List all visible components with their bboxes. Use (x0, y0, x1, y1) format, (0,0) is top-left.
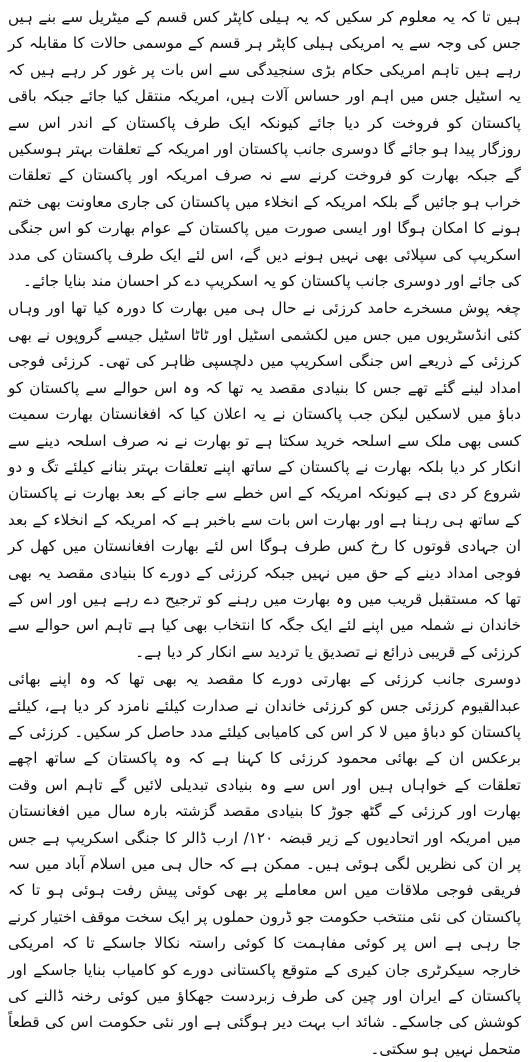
article-paragraph-2: چغہ پوش مسخرے حامد کرزئی نے حال ہی میں بھارت کا دورہ کیا تھا اور وہاں کئی انڈسٹریوں میں جس میں لکشمی اسٹیل اور ٹاٹا اسٹیل جیسے گروپوں نے بھی کرزئی کے ذریعے اس جنگی اسکریپ میں دلچسپی ظاہر کی تھی۔ کرزئی فوجی امداد لینے گئے تھے جس کا بنیادی مقصد یہ تھا کہ وہ اس حوالے سے پاکستان کو دباؤ میں لاسکیں لیکن جب پاکستان نے یہ اعلان کیا کہ افغانستان بھارت سمیت کسی بھی ملک سے اسلحہ خرید سکتا ہے تو بھارت نے نہ صرف اسلحہ دینے سے انکار کر دیا بلکہ بھارت نے پاکستان کے ساتھ اپنے تعلقات بہتر بنانے کیلئے تگ و دو شروع کر دی ہے کیونکہ امریکہ کے اس خطے سے جانے کے بعد بھارت نے پاکستان کے ساتھ ہی رہنا ہے اور بھارت اس بات سے باخبر ہے کہ امریکہ کے انخلاء کے بعد ان جہادی قوتوں کا رخ کس طرف ہوگا اس لئے بھارت افغانستان میں کھل کر فوجی امداد دینے کے حق میں نہیں جبکہ کرزئی کے دورے کا بنیادی مقصد یہ بھی تھا کہ مستقبل قریب میں وہ بھارت میں رہنے کو ترجیح دے رہے ہیں اور اس کے خاندان نے شملہ میں اپنے لئے ایک جگہ کا انتخاب بھی کیا ہے تاہم اس حوالے سے کرزئی کے قریبی ذرائع نے تصدیق یا تردید سے انکار کر دیا ہے۔ (8, 299, 521, 661)
article-paragraph-3: دوسری جانب کرزئی کے بھارتی دورے کا مقصد یہ بھی تھا کہ وہ اپنے بھائی عبدالقیوم کرزئی جس کو کرزئی خاندان نے صدارت کیلئے نامزد کر دیا ہے، کیلئے پاکستان کو دباؤ میں لا کر اس کی کامیابی کیلئے مدد حاصل کر سکیں۔ کرزئی کے برعکس ان کے بھائی محمود کرزئی کا کہنا ہے کہ وہ پاکستان کے ساتھ اچھے تعلقات کے خواہاں ہیں اور اس سے وہ بنیادی تبدیلی لائیں گے تاہم اس وقت بھارت اور کرزئی کے گٹھ جوڑ کا بنیادی مقصد گزشتہ بارہ سال میں افغانستان میں امریکہ اور اتحادیوں کے زیر قبضہ ۱۲۰/ ارب ڈالر کا جنگی اسکریپ ہے جس پر ان کی نظریں لگی ہوئی ہیں۔ ممکن ہے کہ حال ہی میں اسلام آباد میں سہ فریقی فوجی ملاقات میں اس معاملے پر بھی کوئی پیش رفت ہوئی ہو تا کہ پاکستان کی نئی منتخب حکومت جو ڈرون حملوں پر ایک سخت موقف اختیار کرنے جا رہی ہے اس پر کوئی مفاہمت کا کوئی راستہ نکالا جاسکے تا کہ امریکی خارجہ سیکرٹری جان کیری کے متوقع پاکستانی دورے کو کامیاب بنایا جاسکے اور پاکستان کے ایران اور چین کی طرف زبردست جھکاؤ میں کوئی رخنہ ڈالنے کی کوشش کی جاسکے۔ شائد اب بہت دیر ہوگئی ہے اور نئی حکومت اس کی قطعاً متحمل نہیں ہو سکتی۔ (8, 670, 522, 1058)
article-paragraph-1: ہیں تا کہ یہ معلوم کر سکیں کہ یہ ہیلی کاپٹر کس قسم کے میٹریل سے بنے ہیں جس کی وجہ سے یہ امریکی ہیلی کاپٹر ہر قسم کے موسمی حالات کا مقابلہ کر رہے ہیں تاہم امریکی حکام بڑی سنجیدگی سے اس بات پر غور کر رہے ہیں کہ یہ اسٹیل جس میں اہم اور حساس آلات ہیں، امریکہ منتقل کیا جائے جبکہ باقی پاکستان کو فروخت کر دیا جائے کیونکہ ایک طرف پاکستان کے اندر اس سے روزگار پیدا ہو جائے گا دوسری جانب پاکستان اور امریکہ کے تعلقات بہتر ہوسکیں گے جبکہ بھارت کو فروخت کرنے سے نہ صرف امریکہ اور پاکستان کے تعلقات خراب ہو جائیں گے بلکہ امریکہ کے انخلاء میں پاکستان کی جاری معاونت بھی ختم ہونے کا امکان ہوگا اور ایسی صورت میں پاکستان کے عوام بھارت کو اس جنگی اسکریپ کی سپلائی بھی نہیں ہونے دیں گے، اس لئے ایک طرف پاکستان کی مدد کی جائے اور دوسری جانب پاکستان کو یہ اسکریپ دے کر احسان مند بنایا جائے۔ (8, 8, 521, 291)
